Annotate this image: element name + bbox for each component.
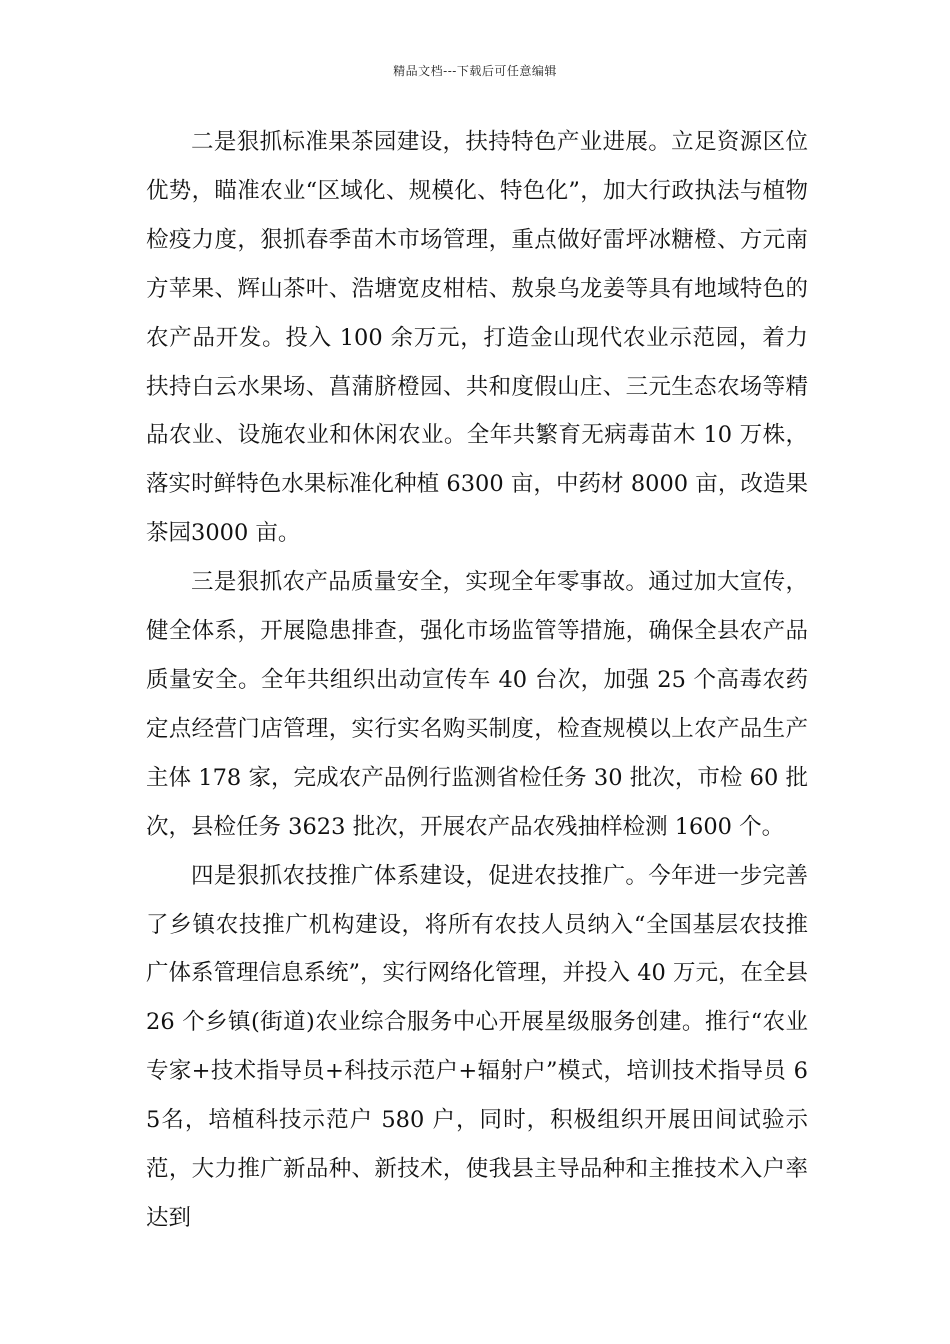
paragraph-fruit-tea-garden: 二是狠抓标准果茶园建设，扶持特色产业进展。立足资源区位优势，瞄准农业“区域化、规模化、特色化”，加大行政执法与植物检疫力度，狠抓春季苗木市场管理，重点做好雷坪冰糖橙、方元南方苹果、辉山茶叶、浩塘宽皮柑桔、敖泉乌龙姜等具有地域特色的农产品开发。投入 100 余万元，打造金山现代农业示范园，着力扶持白云水果场、菖蒲脐橙园、共和度假山庄、三元生态农场等精品农业、设施农业和休闲农业。全年共繁育无病毒苗木 10 万株，落实时鲜特色水果标准化种植 6300 亩，中药材 8000 亩，改造果茶园3000 亩。 xyxy=(146,129,808,547)
paragraph-product-quality-safety: 三是狠抓农产品质量安全，实现全年零事故。通过加大宣传，健全体系，开展隐患排查，强化市场监管等措施，确保全县农产品质量安全。全年共组织出动宣传车 40 台次，加强 25 个高毒农药定点经营门店管理，实行实名购买制度，检查规模以上农产品生产主体 178 家，完成农产品例行监测省检任务 30 批次，市检 60 批次，县检任务 3623 批次，开展农产品农残抽样检测 1600 个。 xyxy=(146,569,808,840)
page-header: 精品文档---下载后可任意编辑 xyxy=(393,64,557,78)
document-body xyxy=(146,118,808,1243)
paragraph-agri-tech-extension: 四是狠抓农技推广体系建设，促进农技推广。今年进一步完善了乡镇农技推广机构建设，将所有农技人员纳入“全国基层农技推广体系管理信息系统”，实行网络化管理，并投入 40 万元，在全县26 个乡镇(街道)农业综合服务中心开展星级服务创建。推行“农业专家+技术指导员+科技示范户+辐射户”模式，培训技术指导员 65名，培植科技示范户 580 户，同时，积极组织开展田间试验示范，大力推广新品种、新技术，使我县主导品种和主推技术入户率达到 xyxy=(146,862,808,1231)
